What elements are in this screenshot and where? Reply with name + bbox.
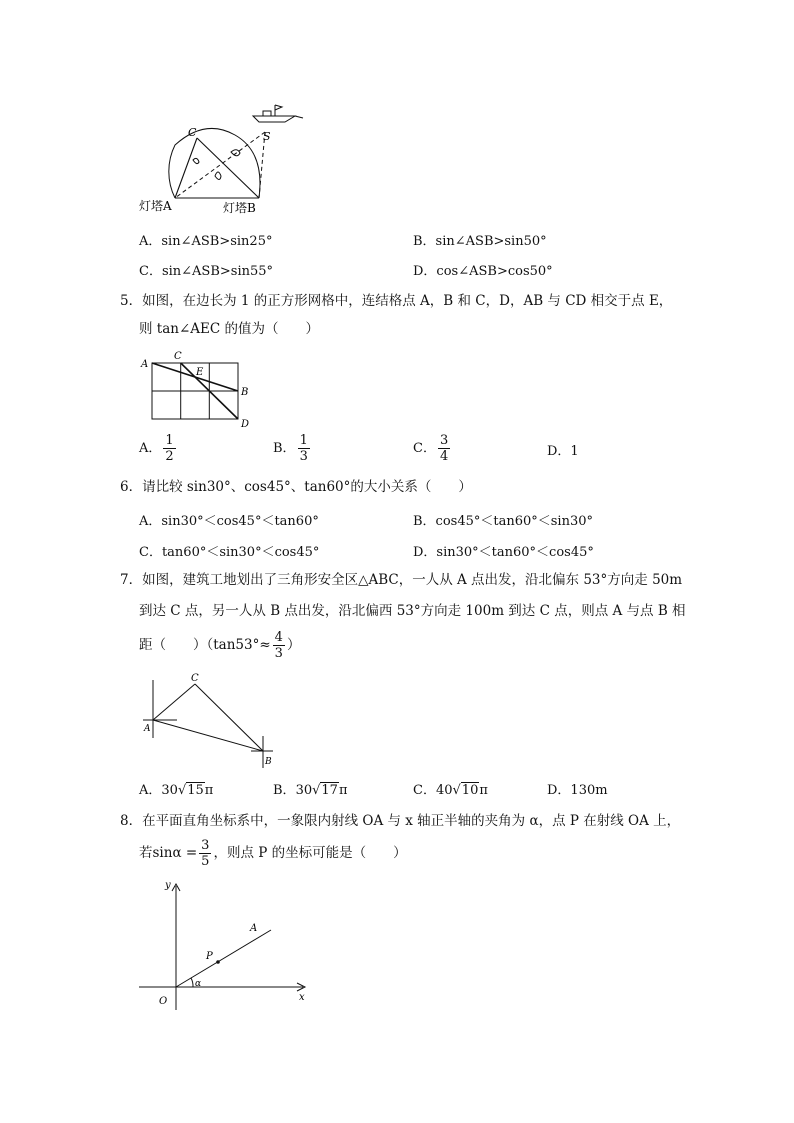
q5-stem-line2: 则 tan∠AEC 的值为（ ） <box>139 321 319 337</box>
q6-stem: 6．请比较 sin30°、cos45°、tan60°的大小关系（ ） <box>120 479 472 495</box>
q7-stem-line3: 距（ ）（tan53°≈ $\frac{4}{3}$ ） <box>139 630 301 661</box>
q5-option-b: B． $\frac{1}{3}$ <box>273 433 308 464</box>
q5-stem-line1: 5．如图，在边长为 1 的正方形网格中，连结格点 A，B 和 C，D，AB 与 CD 相交于点 E， <box>120 293 673 309</box>
q4-option-d: D．cos∠ASB>cos50° <box>413 264 553 279</box>
q5-label-c: C <box>174 351 182 362</box>
q4-label-b: 灯塔B <box>223 201 256 215</box>
q5-option-d: D．1 <box>547 444 579 459</box>
q7-label-b: B <box>265 757 272 767</box>
q8-label-x: x <box>299 992 305 1003</box>
q8-figure <box>135 876 315 1016</box>
q4-option-a: A．sin∠ASB>sin25° <box>139 234 273 249</box>
q4-label-a: 灯塔A <box>139 199 172 213</box>
q8-label-p: P <box>206 951 213 962</box>
q8-label-alpha: α <box>195 979 202 989</box>
q6-option-d: D．sin30°＜tan60°＜cos45° <box>413 545 594 560</box>
q7-stem-line2: 到达 C 点，另一人从 B 点出发，沿北偏西 53°方向走 100m 到达 C 点，则点 A 与点 B 相 <box>139 603 686 619</box>
q5-label-a: A <box>141 359 149 370</box>
q6-option-b: B．cos45°＜tan60°＜sin30° <box>413 514 594 529</box>
q7-label-a: A <box>144 724 151 734</box>
q6-option-c: C．tan60°＜sin30°＜cos45° <box>139 545 320 560</box>
q5-label-b: B <box>241 387 249 398</box>
q7-option-b: B．30√17π <box>273 783 348 798</box>
q8-stem-line1: 8．在平面直角坐标系中，一象限内射线 OA 与 x 轴正半轴的夹角为 α，点 P 在射线 OA 上， <box>120 813 681 829</box>
q8-label-o: O <box>159 996 168 1007</box>
q5-option-a: A． $\frac{1}{2}$ <box>139 433 174 464</box>
q4-option-c: C．sin∠ASB>sin55° <box>139 264 274 279</box>
q7-stem-line1: 7．如图，建筑工地划出了三角形安全区△ABC，一人从 A 点出发，沿北偏东 53°方向走 50m <box>120 572 683 588</box>
q5-label-d: D <box>241 419 250 429</box>
q6-option-a: A．sin30°＜cos45°＜tan60° <box>139 514 319 529</box>
q4-figure <box>135 100 315 220</box>
q5-option-c: C． $\frac{3}{4}$ <box>413 433 449 464</box>
q8-stem-line2: 若sinα = $\frac{3}{5}$ ，则点 P 的坐标可能是（ ） <box>139 838 407 869</box>
q7-figure <box>137 670 282 770</box>
q4-label-c: C <box>188 126 197 139</box>
q4-label-s: S <box>263 130 271 143</box>
q5-label-e: E <box>196 367 204 378</box>
q8-label-a: A <box>250 923 258 934</box>
boat-icon <box>253 105 303 122</box>
q5-figure <box>138 347 258 429</box>
q4-option-b: B．sin∠ASB>sin50° <box>413 234 547 249</box>
q7-option-d: D．130m <box>547 783 608 798</box>
q7-option-a: A．30√15π <box>139 783 214 798</box>
q7-label-c: C <box>191 673 199 684</box>
q7-option-c: C．40√10π <box>413 783 488 798</box>
q8-label-y: y <box>165 880 171 891</box>
q8-point-p <box>216 960 220 964</box>
